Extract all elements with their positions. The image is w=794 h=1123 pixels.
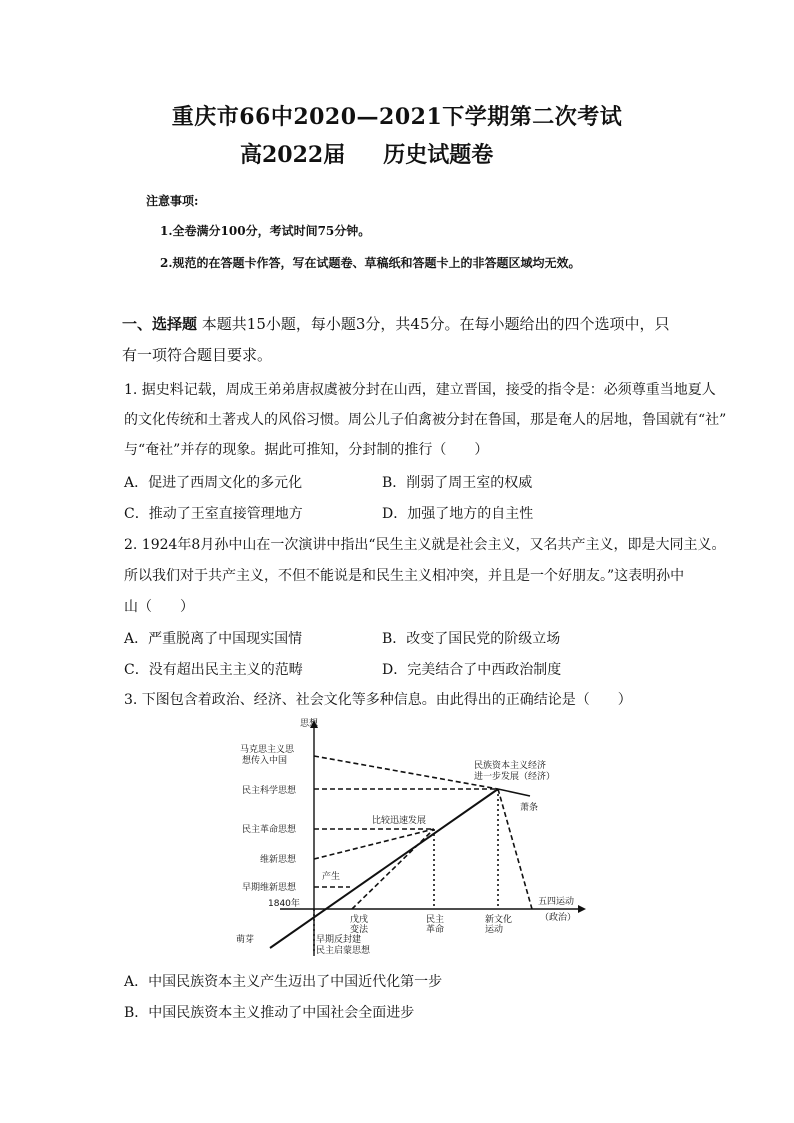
y-axis-label: 思想 [300,719,319,729]
annotation-emergence: 产生 [322,872,341,882]
section-intro-line1 [122,314,670,334]
q2-line2: 所以我们对于共产主义，不但不能说是和民生主义相冲突，并且是一个好朋友。”这表明孙中 [124,568,685,584]
notice-heading: 注意事项: [146,194,199,208]
q3-line1: 3. 下图包含着政治、经济、社会文化等多种信息。由此得出的正确结论是（ ） [124,692,632,708]
x-label-may4-1: 五四运动 [538,897,575,907]
q2-option-c[interactable]: C．没有超出民主主义的范畴 [124,662,303,678]
notice-item-1: 1.全卷满分100分，考试时间75分钟。 [160,224,371,238]
q3-option-b[interactable]: B．中国民族资本主义推动了中国社会全面进步 [124,1005,415,1021]
exam-title: 重庆市66中2020—2021下学期第二次考试 [171,104,623,130]
annotation-capitalism-1: 民族资本主义经济 [474,761,547,771]
notice-item-2: 2.规范的在答题卡作答，写在试题卷、草稿纸和答题卡上的非答题区域均无效。 [160,256,581,270]
q3-option-a[interactable]: A．中国民族资本主义产生迈出了中国近代化第一步 [124,974,443,990]
q2-line1: 2. 1924年8月孙中山在一次演讲中指出“民生主义就是社会主义，又名共产主义，即是大同主义。 [124,537,726,553]
below-axis-2: 民主启蒙思想 [316,946,371,956]
q1-option-d[interactable]: D．加强了地方的自主性 [382,506,534,522]
y-label-reform: 维新思想 [260,855,297,865]
x-label-may4-2: （政治） [540,913,577,923]
x-label-wuxu-1: 戊戌 [350,915,369,925]
q1-line1: 1. 据史料记载，周成王弟弟唐叔虞被分封在山西，建立晋国，接受的指令是：必须尊重当地夏人 [124,382,716,398]
annotation-capitalism-2: 进一步发展（经济） [474,772,556,782]
x-label-xinwenhua-2: 运动 [485,925,504,935]
y-label-sprout: 萌芽 [236,935,255,945]
y-label-marxism-1: 马克思主义思 [240,745,295,755]
annotation-depression: 萧条 [520,803,539,813]
section-intro-text: 本题共15小题，每小题3分，共45分。在每小题给出的四个选项中，只 [201,315,670,333]
exam-subtitle [240,138,493,169]
q2-option-d[interactable]: D．完美结合了中西政治制度 [382,662,562,678]
q1-option-b[interactable]: B．削弱了周王室的权威 [382,475,533,491]
section-heading: 一、选择题 [122,315,198,333]
q1-option-c[interactable]: C．推动了王室直接管理地方 [124,506,303,522]
history-diagram [230,716,590,960]
q2-option-b[interactable]: B．改变了国民党的阶级立场 [382,631,561,647]
y-label-revolution: 民主革命思想 [242,825,297,835]
section-intro-line2: 有一项符合题目要求。 [122,346,273,364]
y-label-marxism-2: 想传入中国 [242,756,288,766]
q1-line2: 的文化传统和土著戎人的风俗习惯。周公儿子伯禽被分封在鲁国，那是奄人的居地，鲁国就有“社” [124,412,727,428]
q2-line3: 山（ ） [124,599,194,615]
q1-option-a[interactable]: A．促进了西周文化的多元化 [124,475,303,491]
y-label-1840: 1840年 [268,899,300,909]
x-label-minzhu-2: 革命 [426,925,445,935]
annotation-rapid-development: 比较迅速发展 [372,816,427,826]
x-label-minzhu-1: 民主 [426,915,445,925]
q2-option-a[interactable]: A．严重脱离了中国现实国情 [124,631,303,647]
q1-line3: 与“奄社”并存的现象。据此可推知，分封制的推行（ ） [124,442,489,458]
x-label-xinwenhua-1: 新文化 [485,915,513,925]
grade-label: 高2022届 [240,142,346,168]
below-axis-1: 早期反封建 [316,935,362,945]
subject-label: 历史试题卷 [383,142,494,168]
x-label-wuxu-2: 变法 [350,925,369,935]
y-label-early-reform: 早期维新思想 [242,883,297,893]
y-label-science: 民主科学思想 [242,786,297,796]
